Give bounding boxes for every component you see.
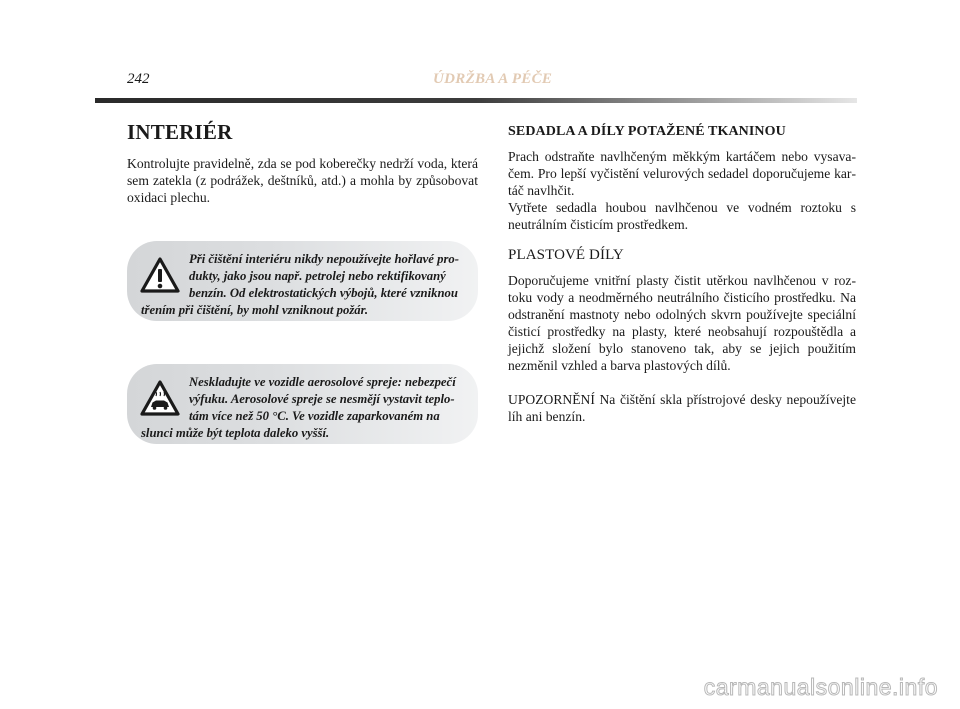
warning-triangle-icon [139,255,181,297]
section-heading-interior: INTERIÉR [127,120,233,144]
section-heading-plastics: PLASTOVÉ DÍLY [508,247,624,263]
plastics-text: Doporučujeme vnitřní plasty čistit utěrkou navlhčenou v roztoku vody a neodměrného neutrálního čisticího prostředku. Na odstranění mastnoty nebo odolných skvrn používejte speciální čisticí prostředky na plasty, které neobsahují rozpouštědla a jejichž složení bylo stanoveno tak, aby se jejich použitím nezměnil vzhled a barva plastových dílů. [508,273,856,373]
section-heading-fabric: SEDADLA A DÍLY POTAŽENÉ TKANINOU [508,124,786,139]
fabric-text-1: Prach odstraňte navlhčeným měkkým kartáčem nebo vysavačem. Pro lepší vyčistění velurových sedadel doporučujeme kartáč navlhčit. [508,149,856,198]
warning-box-flammable [127,241,478,321]
notice-text: UPOZORNĚNÍ Na čištění skla přístrojové desky nepoužívejte líh ani benzín. [508,392,856,424]
car-in-triangle-icon [139,378,181,420]
warning-text-aerosol: Neskladujte ve vozidle aerosolové spreje: nebezpečí výfuku. Aerosolové spreje se nesmějí vystavit teplotám více než 50 °C. Ve vozidle zaparkovaném na slunci může být teplota daleko vyšší. [141,375,456,440]
running-title: ÚDRŽBA A PÉČE [433,71,553,87]
header-rule [95,98,857,103]
page-number: 242 [127,71,150,87]
warning-box-aerosol [127,364,478,444]
fabric-text-2: Vytřete sedadla houbou navlhčenou ve vodném roztoku s neutrálním čisticím prostředkem. [508,200,856,232]
watermark-logo: carmanualsonline.info [703,674,938,700]
left-column [127,120,478,206]
warning-text-flammable: Při čištění interiéru nikdy nepoužívejte hořlavé produkty, jako jsou např. petrolej nebo rektifikovaný benzín. Od elektrostatických výbojů, které vzniknou třením při čištění, by mohl vzniknout požár. [141,252,459,317]
interior-intro-text: Kontrolujte pravidelně, zda se pod koberečky nedrží voda, která sem zatekla (z podrážek, deštníků, atd.) a mohla by způsobovat oxidaci plechu. [127,156,478,205]
right-column [508,120,856,425]
